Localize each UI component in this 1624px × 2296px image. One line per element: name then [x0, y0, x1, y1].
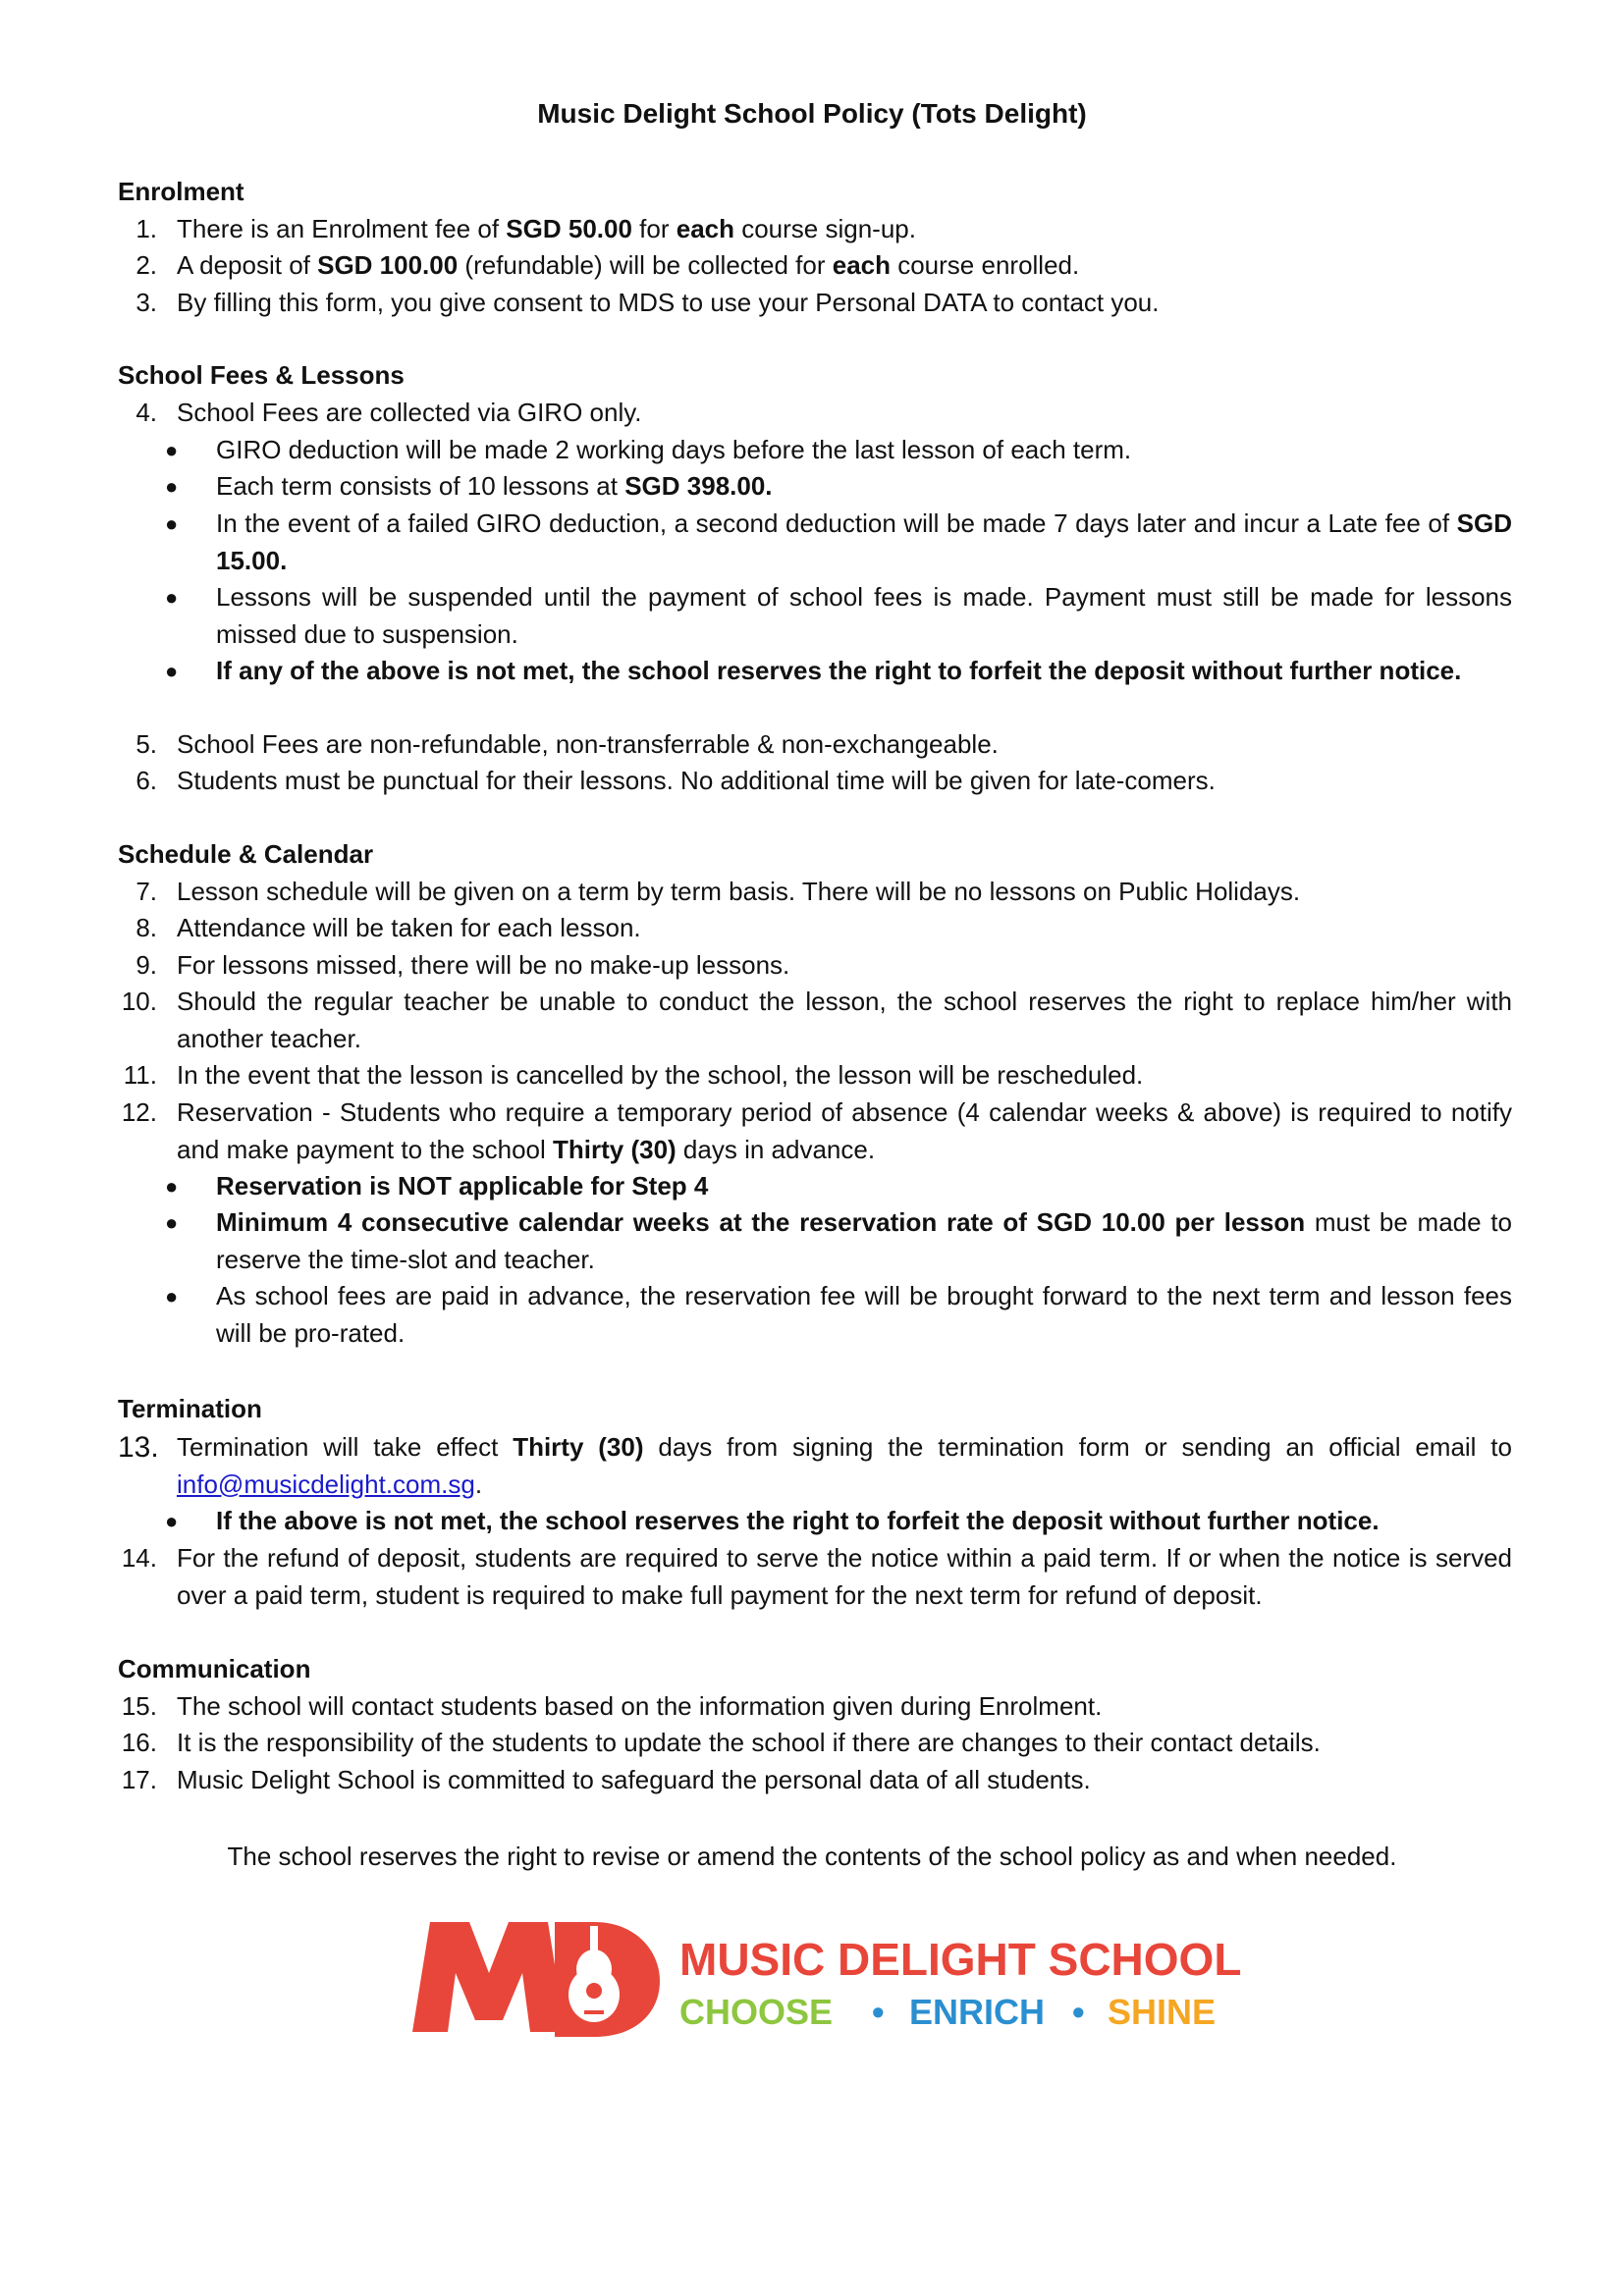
bullet-icon: ● [165, 585, 179, 610]
section-heading-fees: School Fees & Lessons [118, 360, 405, 390]
bullet-icon: ● [165, 1509, 179, 1533]
bullet-text: Each term consists of 10 lessons at SGD 398.00. [216, 471, 773, 501]
bullet-icon: ● [165, 474, 179, 499]
logo-separator-icon: • [1072, 1992, 1085, 2032]
section-heading-communication: Communication [118, 1654, 311, 1683]
logo-tag-enrich: ENRICH [909, 1992, 1046, 2032]
section-heading-enrolment: Enrolment [118, 177, 244, 206]
music-delight-school-logo [393, 1904, 1257, 2052]
bullet-text: Reservation is NOT applicable for Step 4 [216, 1171, 709, 1201]
section-heading-schedule: Schedule & Calendar [118, 839, 374, 869]
logo-school-name: MUSIC DELIGHT SCHOOL [679, 1934, 1242, 1985]
item-number: 15. [121, 1691, 157, 1721]
bullet-text: In the event of a failed GIRO deduction, a second deduction will be made 7 days later and incur a Late fee of SGD 15.00. [216, 508, 1512, 575]
page-title: Music Delight School Policy (Tots Delight) [537, 98, 1087, 129]
bullet-text: Lessons will be suspended until the payment of school fees is made. Payment must still be made for lessons missed due to suspension. [216, 582, 1512, 649]
bullet-icon: ● [165, 1284, 179, 1308]
item-text: It is the responsibility of the students to update the school if there are changes to their contact details. [177, 1728, 1321, 1757]
bullet-icon: ● [165, 1210, 179, 1235]
item-number: 16. [121, 1728, 157, 1757]
bullet-text: Minimum 4 consecutive calendar weeks at the reservation rate of SGD 10.00 per lesson must be made to reserve the time-slot and teacher. [216, 1207, 1512, 1274]
item-number: 3. [135, 288, 157, 317]
item-text: There is an Enrolment fee of SGD 50.00 for each course sign-up. [177, 214, 916, 243]
item-text: For the refund of deposit, students are required to serve the notice within a paid term. If or when the notice is served over a paid term, student is required to make full payment for the next term for refund of deposit. [177, 1543, 1512, 1610]
item-number: 7. [135, 877, 157, 906]
bullet-icon: ● [165, 659, 179, 683]
item-text: For lessons missed, there will be no make-up lessons. [177, 950, 790, 980]
email-link[interactable]: info@musicdelight.com.sg [177, 1468, 475, 1499]
item-number: 1. [135, 214, 157, 243]
item-text: Termination will take effect Thirty (30) days from signing the termination form or sending an official email to info@musicdelight.com.sg. [177, 1432, 1512, 1499]
item-text: School Fees are non-refundable, non-transferrable & non-exchangeable. [177, 729, 999, 759]
section-heading-termination: Termination [118, 1394, 262, 1423]
item-number: 5. [135, 729, 157, 759]
item-text: In the event that the lesson is cancelled by the school, the lesson will be rescheduled. [177, 1060, 1144, 1090]
item-number: 11. [123, 1060, 157, 1090]
item-number: 14. [121, 1543, 157, 1573]
item-text: A deposit of SGD 100.00 (refundable) will be collected for each course enrolled. [177, 250, 1080, 280]
item-text: By filling this form, you give consent to MDS to use your Personal DATA to contact you. [177, 288, 1160, 317]
item-number: 8. [135, 913, 157, 942]
item-number: 4. [135, 398, 157, 427]
logo-tag-shine: SHINE [1108, 1992, 1217, 2032]
item-text: Students must be punctual for their lessons. No additional time will be given for late-comers. [177, 766, 1216, 795]
item-text: Reservation - Students who require a temporary period of absence (4 calendar weeks & above) is required to notify and make payment to the school Thirty (30) days in advance. [177, 1097, 1512, 1164]
item-number: 6. [135, 766, 157, 795]
item-number: 10. [121, 987, 157, 1016]
item-text: School Fees are collected via GIRO only. [177, 398, 642, 427]
item-number: 12. [121, 1097, 157, 1127]
item-number: 13. [118, 1431, 159, 1464]
closing-statement: The school reserves the right to revise or amend the contents of the school policy as and when needed. [227, 1842, 1397, 1871]
bullet-text: If the above is not met, the school reserves the right to forfeit the deposit without further notice. [216, 1506, 1380, 1535]
bullet-icon: ● [165, 511, 179, 536]
item-number: 17. [121, 1765, 157, 1794]
item-text: Lesson schedule will be given on a term by term basis. There will be no lessons on Public Holidays. [177, 877, 1301, 906]
bullet-text: GIRO deduction will be made 2 working days before the last lesson of each term. [216, 435, 1132, 464]
bullet-text: If any of the above is not met, the school reserves the right to forfeit the deposit without further notice. [216, 656, 1462, 685]
item-number: 2. [135, 250, 157, 280]
logo-tag-choose: CHOOSE [679, 1992, 834, 2032]
item-text: Attendance will be taken for each lesson. [177, 913, 641, 942]
item-text: The school will contact students based on the information given during Enrolment. [177, 1691, 1103, 1721]
bullet-text: As school fees are paid in advance, the reservation fee will be brought forward to the next term and lesson fees will be pro-rated. [216, 1281, 1512, 1348]
md-mark-icon [412, 1922, 660, 2037]
bullet-icon: ● [165, 1174, 179, 1199]
logo-separator-icon: • [872, 1992, 885, 2032]
item-number: 9. [135, 950, 157, 980]
bullet-icon: ● [165, 438, 179, 462]
item-text: Should the regular teacher be unable to conduct the lesson, the school reserves the right to replace him/her with another teacher. [177, 987, 1512, 1053]
item-text: Music Delight School is committed to safeguard the personal data of all students. [177, 1765, 1091, 1794]
